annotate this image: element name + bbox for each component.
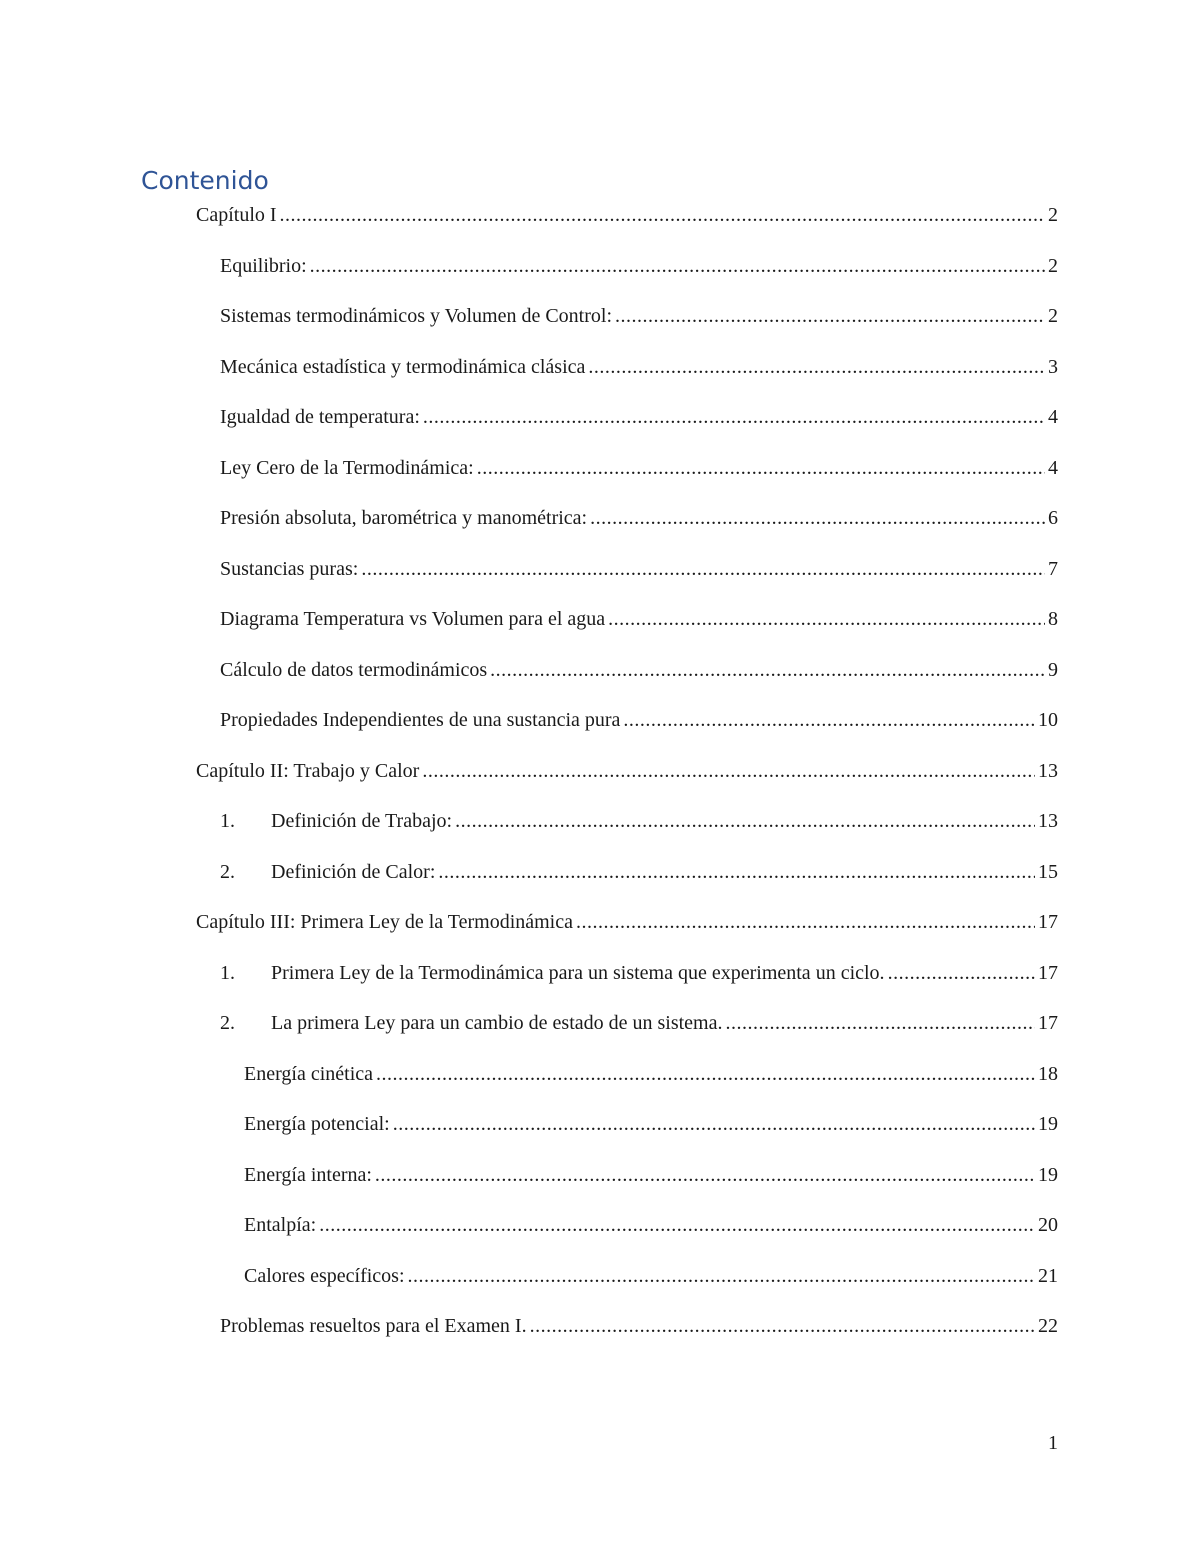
toc-entry-page[interactable]: 2 (1048, 204, 1058, 226)
toc-entry-page[interactable]: 9 (1048, 658, 1058, 681)
toc-entry[interactable] (244, 1061, 1058, 1087)
toc-entry-page[interactable]: 21 (1038, 1264, 1058, 1287)
toc-entry-page[interactable]: 4 (1048, 406, 1058, 428)
toc-entry[interactable] (220, 859, 1058, 885)
toc-dot-leader (280, 202, 1045, 228)
toc-entry[interactable] (196, 909, 1058, 935)
toc-entry-text[interactable]: Primera Ley de la Termodinámica para un sistema que experimenta un ciclo. (271, 961, 885, 984)
toc-dot-leader (438, 859, 1035, 885)
toc-entry-page[interactable]: 13 (1038, 759, 1058, 782)
toc-dot-leader (888, 960, 1035, 986)
toc-entry-text[interactable]: Energía potencial: (244, 1113, 390, 1135)
toc-entry[interactable] (220, 354, 1058, 380)
toc-entry[interactable] (220, 404, 1058, 430)
toc-entry-text[interactable]: Cálculo de datos termodinámicos (220, 658, 488, 681)
toc-entry[interactable] (220, 657, 1058, 683)
toc-entry-page[interactable]: 3 (1048, 355, 1058, 378)
toc-entry-text[interactable]: Ley Cero de la Termodinámica: (220, 456, 474, 479)
toc-entry[interactable] (220, 303, 1058, 329)
toc-entry-text[interactable]: Presión absoluta, barométrica y manométrica: (220, 507, 588, 529)
toc-entry-page[interactable]: 10 (1038, 709, 1058, 731)
toc-entry-text[interactable]: Igualdad de temperatura: (220, 406, 420, 428)
toc-dot-leader (490, 657, 1045, 683)
toc-dot-leader (455, 808, 1035, 834)
toc-entry[interactable] (220, 707, 1058, 733)
toc-dot-leader (310, 253, 1045, 279)
toc-entry-text[interactable]: Energía interna: (244, 1163, 372, 1186)
toc-entry-page[interactable]: 17 (1038, 1012, 1058, 1034)
toc-entry-page[interactable]: 6 (1048, 507, 1058, 529)
toc-dot-leader (408, 1263, 1036, 1289)
toc-entry-page[interactable]: 17 (1038, 961, 1058, 984)
toc-entry[interactable] (220, 556, 1058, 582)
toc-entry-text[interactable]: Diagrama Temperatura vs Volumen para el agua (220, 608, 606, 630)
toc-entry-text[interactable]: Propiedades Independientes de una sustancia pura (220, 709, 621, 731)
toc-entry-text[interactable]: Capítulo II: Trabajo y Calor (196, 759, 420, 782)
toc-dot-leader (588, 354, 1045, 380)
toc-dot-leader (393, 1111, 1035, 1137)
toc-entry-text[interactable]: Mecánica estadística y termodinámica clásica (220, 355, 586, 378)
toc-dot-leader (375, 1162, 1035, 1188)
toc-entry-text[interactable]: Definición de Calor: (271, 860, 436, 883)
toc-entry-page[interactable]: 13 (1038, 810, 1058, 832)
toc-entry-page[interactable]: 18 (1038, 1062, 1058, 1085)
toc-entry[interactable] (196, 202, 1058, 228)
toc-dot-leader (422, 758, 1035, 784)
toc-entry-page[interactable]: 19 (1038, 1113, 1058, 1135)
toc-entry[interactable] (220, 606, 1058, 632)
toc-dot-leader (477, 455, 1045, 481)
toc-entry-page[interactable]: 20 (1038, 1214, 1058, 1236)
toc-entry-text[interactable]: La primera Ley para un cambio de estado de un sistema. (271, 1012, 723, 1034)
toc-dot-leader (530, 1313, 1035, 1339)
toc-entry-page[interactable]: 15 (1038, 860, 1058, 883)
toc-title: Contenido (141, 166, 269, 195)
toc-dot-leader (319, 1212, 1035, 1238)
toc-entry-text[interactable]: Energía cinética (244, 1062, 374, 1085)
toc-dot-leader (726, 1010, 1036, 1036)
toc-entry-number: 2. (220, 1012, 235, 1034)
toc-entry-page[interactable]: 19 (1038, 1163, 1058, 1186)
toc-entry-text[interactable]: Sustancias puras: (220, 557, 359, 580)
toc-entry-text[interactable]: Equilibrio: (220, 254, 307, 277)
toc-entry[interactable] (220, 505, 1058, 531)
toc-dot-leader (623, 707, 1035, 733)
toc-entry-page[interactable]: 4 (1048, 456, 1058, 479)
toc-dot-leader (615, 303, 1045, 329)
toc-dot-leader (576, 909, 1035, 935)
toc-entry[interactable] (220, 960, 1058, 986)
toc-entry-number: 2. (220, 860, 235, 883)
toc-dot-leader (423, 404, 1045, 430)
toc-entry-page[interactable]: 7 (1048, 557, 1058, 580)
toc-dot-leader (361, 556, 1045, 582)
toc-entry-page[interactable]: 2 (1048, 254, 1058, 277)
toc-entry-text[interactable]: Capítulo I (196, 204, 277, 226)
toc-entry-page[interactable]: 22 (1038, 1315, 1058, 1337)
toc-entry-page[interactable]: 2 (1048, 305, 1058, 327)
toc-dot-leader (608, 606, 1045, 632)
toc-entry[interactable] (244, 1263, 1058, 1289)
toc-entry-page[interactable]: 8 (1048, 608, 1058, 630)
toc-entry[interactable] (196, 758, 1058, 784)
page-number: 1 (1048, 1432, 1058, 1454)
toc-entry[interactable] (220, 1313, 1058, 1339)
toc-entry-text[interactable]: Sistemas termodinámicos y Volumen de Control: (220, 305, 613, 327)
toc-entry[interactable] (244, 1111, 1058, 1137)
toc-entry-text[interactable]: Calores específicos: (244, 1264, 405, 1287)
toc-entry[interactable] (220, 808, 1058, 834)
toc-dot-leader (376, 1061, 1035, 1087)
toc-entry-text[interactable]: Definición de Trabajo: (271, 810, 453, 832)
toc-entry[interactable] (220, 455, 1058, 481)
toc-entry[interactable] (244, 1212, 1058, 1238)
toc-entry[interactable] (220, 253, 1058, 279)
toc-entry-text[interactable]: Problemas resueltos para el Examen I. (220, 1315, 527, 1337)
toc-entry-number: 1. (220, 810, 235, 832)
toc-entry-number: 1. (220, 961, 235, 984)
toc-entry-page[interactable]: 17 (1038, 911, 1058, 933)
toc-entry-text[interactable]: Capítulo III: Primera Ley de la Termodinámica (196, 911, 573, 933)
toc-entry[interactable] (244, 1162, 1058, 1188)
toc-entry[interactable] (220, 1010, 1058, 1036)
toc-dot-leader (590, 505, 1045, 531)
toc-entry-text[interactable]: Entalpía: (244, 1214, 317, 1236)
